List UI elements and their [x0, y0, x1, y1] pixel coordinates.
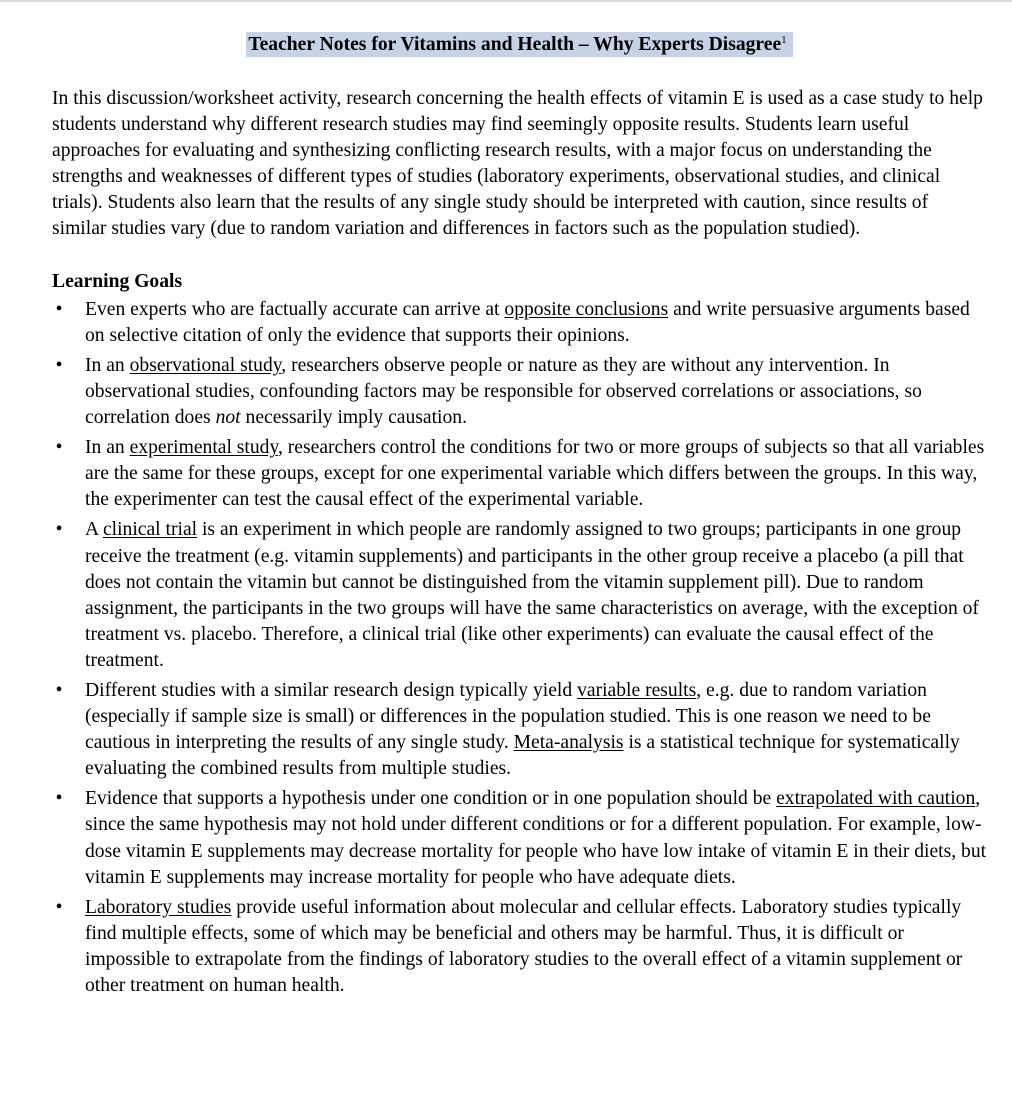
- key-term: clinical trial: [102, 519, 198, 541]
- bullet-icon: •: [55, 788, 63, 810]
- goal-text: In an: [85, 437, 130, 459]
- bullet-icon: •: [55, 354, 63, 376]
- key-term: extrapolated with caution: [776, 788, 976, 810]
- goal-text: , researchers control the conditions for two or more groups of subjects so that all variables are the same for these groups, except for one experimental variable which differs between the groups. In this way, the experimenter can test the causal effect of the experimental variable.: [85, 437, 985, 511]
- footnote-marker: 1: [781, 34, 787, 46]
- bullet-icon: •: [55, 679, 63, 701]
- key-term: observational study: [129, 354, 282, 376]
- bullet-icon: •: [55, 896, 63, 918]
- goal-text: In an: [85, 354, 130, 376]
- learning-goal-item: [52, 435, 987, 513]
- intro-paragraph: In this discussion/worksheet activity, research concerning the health effects of vitamin E is used as a case study to help students understand why different research studies may find seemingly opposite results. Students learn useful approaches for evaluating and synthesizing conflicting research results, with a major focus on understanding the strengths and weaknesses of different types of studies (laboratory experiments, observational studies, and clinical trials). Students also learn that the results of any single study should be interpreted with caution, since results of similar studies vary (due to random variation and differences in factors such as the population studied).: [52, 88, 983, 240]
- key-term: Laboratory studies: [85, 896, 232, 918]
- goal-text: , since the same hypothesis may not hold under different conditions or for a different population. For example, low-dose vitamin E supplements may decrease mortality for people who have low intake of vitamin E in their diets, but vitamin E supplements may increase mortality for people who have adequate diets.: [85, 788, 987, 888]
- key-term: variable results: [577, 679, 697, 701]
- bullet-icon: •: [55, 519, 63, 541]
- goal-text: A: [85, 519, 103, 541]
- key-term: opposite conclusions: [504, 298, 669, 320]
- goal-text: Different studies with a similar research design typically yield: [85, 679, 578, 701]
- bullet-icon: •: [55, 298, 63, 320]
- learning-goal-item: [52, 297, 987, 349]
- key-term: experimental study: [129, 437, 278, 459]
- learning-goal-item: [52, 786, 987, 890]
- learning-goal-item: [52, 353, 987, 431]
- goal-text: is a statistical technique for systematically evaluating the combined results from multiple studies.: [85, 732, 960, 780]
- goal-text: provide useful information about molecular and cellular effects. Laboratory studies typically find multiple effects, some of which may be beneficial and others may be harmful. Thus, it is difficult or impossible to extrapolate from the findings of laboratory studies to the overall effect of a vitamin supplement or other treatment on human health.: [85, 896, 963, 996]
- bullet-icon: •: [55, 437, 63, 459]
- goal-text: , researchers observe people or nature as they are without any intervention. In observational studies, confounding factors may be responsible for observed correlations or associations, so correlation does: [85, 354, 922, 429]
- learning-goal-item: [52, 895, 987, 999]
- page-top-border: [0, 0, 1012, 2]
- goal-text: is an experiment in which people are randomly assigned to two groups; participants in one group receive the treatment (e.g. vitamin supplements) and participants in the other group receive a placebo (a pill that does not contain the vitamin but cannot be distinguished from the vitamin supplement pill). Due to random assignment, the participants in the two groups will have the same characteristics on average, with the exception of treatment vs. placebo. Therefore, a clinical trial (like other experiments) can evaluate the causal effect of the treatment.: [85, 519, 979, 671]
- learning-goals-heading: Learning Goals: [52, 270, 183, 292]
- learning-goal-item: [52, 517, 987, 674]
- document-title: [246, 32, 792, 57]
- emphasis-text: not: [215, 407, 241, 429]
- document-page: [52, 30, 987, 1003]
- document-title-text: Teacher Notes for Vitamins and Health – Why Experts Disagree: [248, 34, 782, 55]
- key-term: Meta-analysis: [513, 732, 624, 754]
- title-line: [52, 30, 987, 60]
- goal-text: Evidence that supports a hypothesis under one condition or in one population should be: [85, 788, 777, 810]
- goal-text: and write persuasive arguments based on selective citation of only the evidence that supports their opinions.: [85, 298, 970, 346]
- goal-text: , e.g. due to random variation (especially if sample size is small) or differences in the population studied. This is one reason we need to be cautious in interpreting the results of any single study.: [85, 679, 931, 754]
- learning-goals-list: [52, 297, 987, 999]
- goal-text: necessarily imply causation.: [240, 407, 467, 429]
- learning-goal-item: [52, 678, 987, 782]
- goal-text: Even experts who are factually accurate can arrive at: [85, 298, 505, 320]
